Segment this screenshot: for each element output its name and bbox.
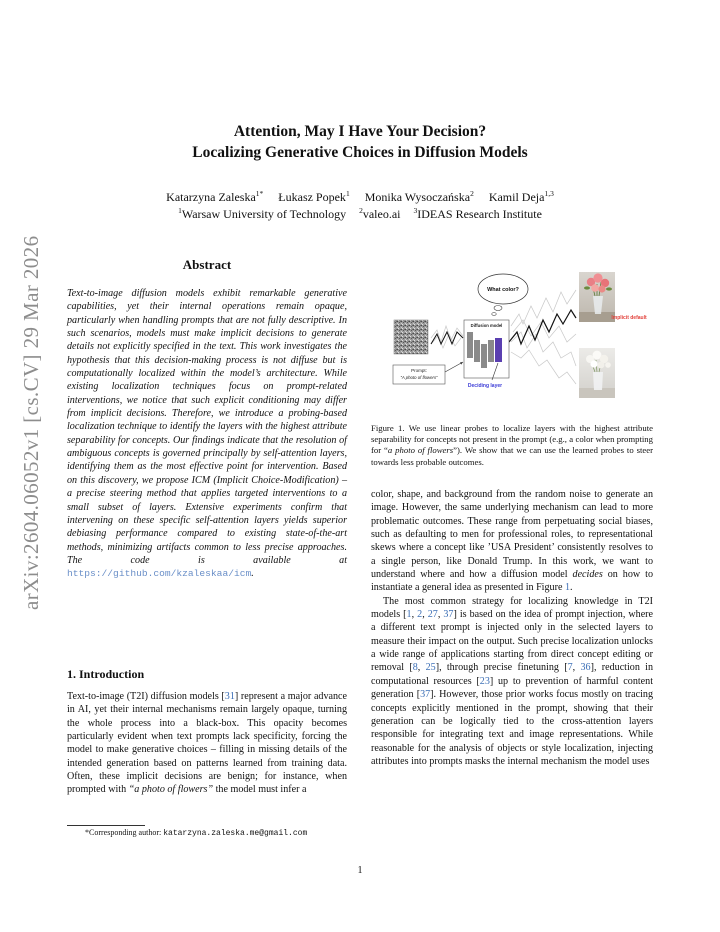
right-column-text — [371, 488, 653, 768]
implicit-default-label: Implicit default — [611, 315, 647, 321]
affiliation-list — [0, 206, 720, 223]
layer-bar — [467, 332, 473, 358]
author: Kamil Deja$^{1,3}$ — [488, 189, 554, 204]
main-trajectory-right — [509, 310, 576, 344]
code-link[interactable]: https://github.com/kzaleskaa/icm — [67, 568, 252, 580]
deciding-layer-label: Deciding layer — [467, 383, 503, 389]
affiliation: $^2$valeo.ai — [359, 206, 401, 221]
author: Monika Wysoczańska$^2$ — [364, 189, 474, 204]
figure-1 — [371, 262, 653, 412]
paragraph: The most common strategy for localizing knowledge in T2I models [1, 2, 27, 37] is based on the idea of prompt injection, where a different text prompt is injected only in the selected layers to measure their impact on the output. Such precise localization unlocks a wide range of applications starting from direct concept editing or removal [8, 25], through precise finetuning [7, 36], reduction in computational resources [23] up to prevention of harmful content generation [37]. However, those prior works focus mostly on tracing concepts explicitly mentioned in the prompt, showing that their generation can be logically tied to the cross-attention layers responsible for integrating text and image representations. While reasonable for the analysis of objects or style localization, injecting attributes into prompts masks the internal mechanism the model uses — [371, 595, 654, 767]
citation-link[interactable]: 7 — [567, 662, 573, 674]
diffusion-model-label: Diffusion model — [470, 323, 503, 328]
citation-link[interactable]: 2 — [417, 609, 423, 621]
paper-title — [0, 121, 720, 163]
author-list — [0, 189, 720, 206]
citation-link[interactable]: 31 — [224, 691, 235, 702]
citation-link[interactable]: 25 — [425, 662, 436, 674]
citation-link[interactable]: 37 — [443, 609, 454, 621]
citation-link[interactable]: 27 — [427, 609, 438, 621]
footnote-rule — [67, 825, 145, 826]
citation-link[interactable]: 37 — [420, 689, 431, 701]
title-line-2: Localizing Generative Choices in Diffusion Models — [192, 144, 528, 161]
implicit-default-photo — [579, 272, 615, 322]
title-line-1: Attention, May I Have Your Decision? — [233, 123, 487, 140]
footnote: *Corresponding author: katarzyna.zaleska.me@gmail.com — [85, 828, 308, 838]
prompt-text: “A photo of flowers” — [400, 375, 438, 380]
layer-bar — [481, 344, 487, 368]
affiliation: $^1$Warsaw University of Technology — [178, 206, 347, 221]
paragraph: color, shape, and background from the random noise to generate an image. However, the same underlying mechanism can lead to more problematic outcomes. These range from perpetuating social biases, such as defaulting to men for professional roles, to representational skews where a concept like ’USA President’ consistently resolves to a single person, like Donald Trump. In this work, we want to understand where and how a diffusion model decides on how to instantiate a general idea as presented in Figure 1. — [371, 489, 653, 594]
abstract-heading: Abstract — [182, 257, 232, 272]
author: Katarzyna Zaleska$^{1*}$ — [166, 189, 264, 204]
layer-bar — [488, 340, 494, 362]
noise-image — [394, 320, 428, 354]
citation-link[interactable]: 36 — [580, 662, 591, 674]
steered-photo — [579, 348, 615, 398]
figure-1-caption: Figure 1. We use linear probes to localize layers with the highest attribute separability for concepts not present in the prompt (e.g., a color when prompting for “a photo of flowers”). We show that we can use the learned probes to steer towards less probable outcomes. — [371, 423, 653, 467]
prompt-label: Prompt: — [411, 368, 427, 373]
arxiv-stamp: arXiv:2604.06052v1 [cs.CV] 29 Mar 2026 — [19, 235, 43, 610]
affiliation: $^3$IDEAS Research Institute — [413, 206, 542, 221]
deciding-layer-bar — [495, 338, 502, 362]
citation-link[interactable]: 1 — [406, 609, 412, 621]
layer-bar — [474, 340, 480, 362]
introduction-text: Text-to-image (T2I) diffusion models [31] represent a major advance in AI, yet their internal mechanisms remain largely opaque, turning the whole process into a black-box. This opacity becomes particularly evident when text prompts lack specificity, forcing the model to make generative choices – filling in missing details of the intended generation based on patterns learned from training data. Often, these implicit decisions are benign; for instance, when prompted with “a photo of flowers” the model must infer a — [67, 691, 348, 796]
author-block — [0, 189, 720, 223]
what-color-label: What color? — [487, 287, 519, 293]
citation-link[interactable]: 8 — [412, 662, 418, 674]
footnote-email[interactable]: katarzyna.zaleska.me@gmail.com — [163, 829, 308, 838]
citation-link[interactable]: 23 — [479, 675, 490, 687]
section-heading-introduction: 1. Introduction — [67, 667, 145, 681]
page-number: 1 — [357, 865, 363, 876]
abstract-text: Text-to-image diffusion models exhibit remarkable generative capabilities, yet their internal operations remain opaque, particularly when handling prompts that are not fully descriptive. In such scenarios, models must make implicit decisions to generate details not explicitly specified in the text. This work investigates the hypothesis that this decision-making process is not diffuse but is computationally localized within the model’s architecture. While existing localization techniques focus on prompt-related interventions, we notice that such explicit conditioning may differ from implicit decisions. Therefore, we introduce a probing-based localization technique to identify the layers with the highest attribute separability for concepts. Our findings indicate that the resolution of ambiguous concepts is governed principally by self-attention layers, identifying them as the most effective point for intervention. Based on this discovery, we propose ICM (Implicit Choice-Modification) – a precise steering method that applies targeted interventions to a small subset of layers. Extensive experiments confirm that intervening on these specific self-attention layers yields superior debiasing performance compared to existing state-of-the-art methods, minimizing artifacts common to less precise approaches. The code is available at https://github.com/kzaleskaa/icm. — [67, 288, 347, 580]
author: Łukasz Popek$^1$ — [278, 189, 350, 204]
figure-ref-link[interactable]: 1 — [564, 582, 570, 594]
